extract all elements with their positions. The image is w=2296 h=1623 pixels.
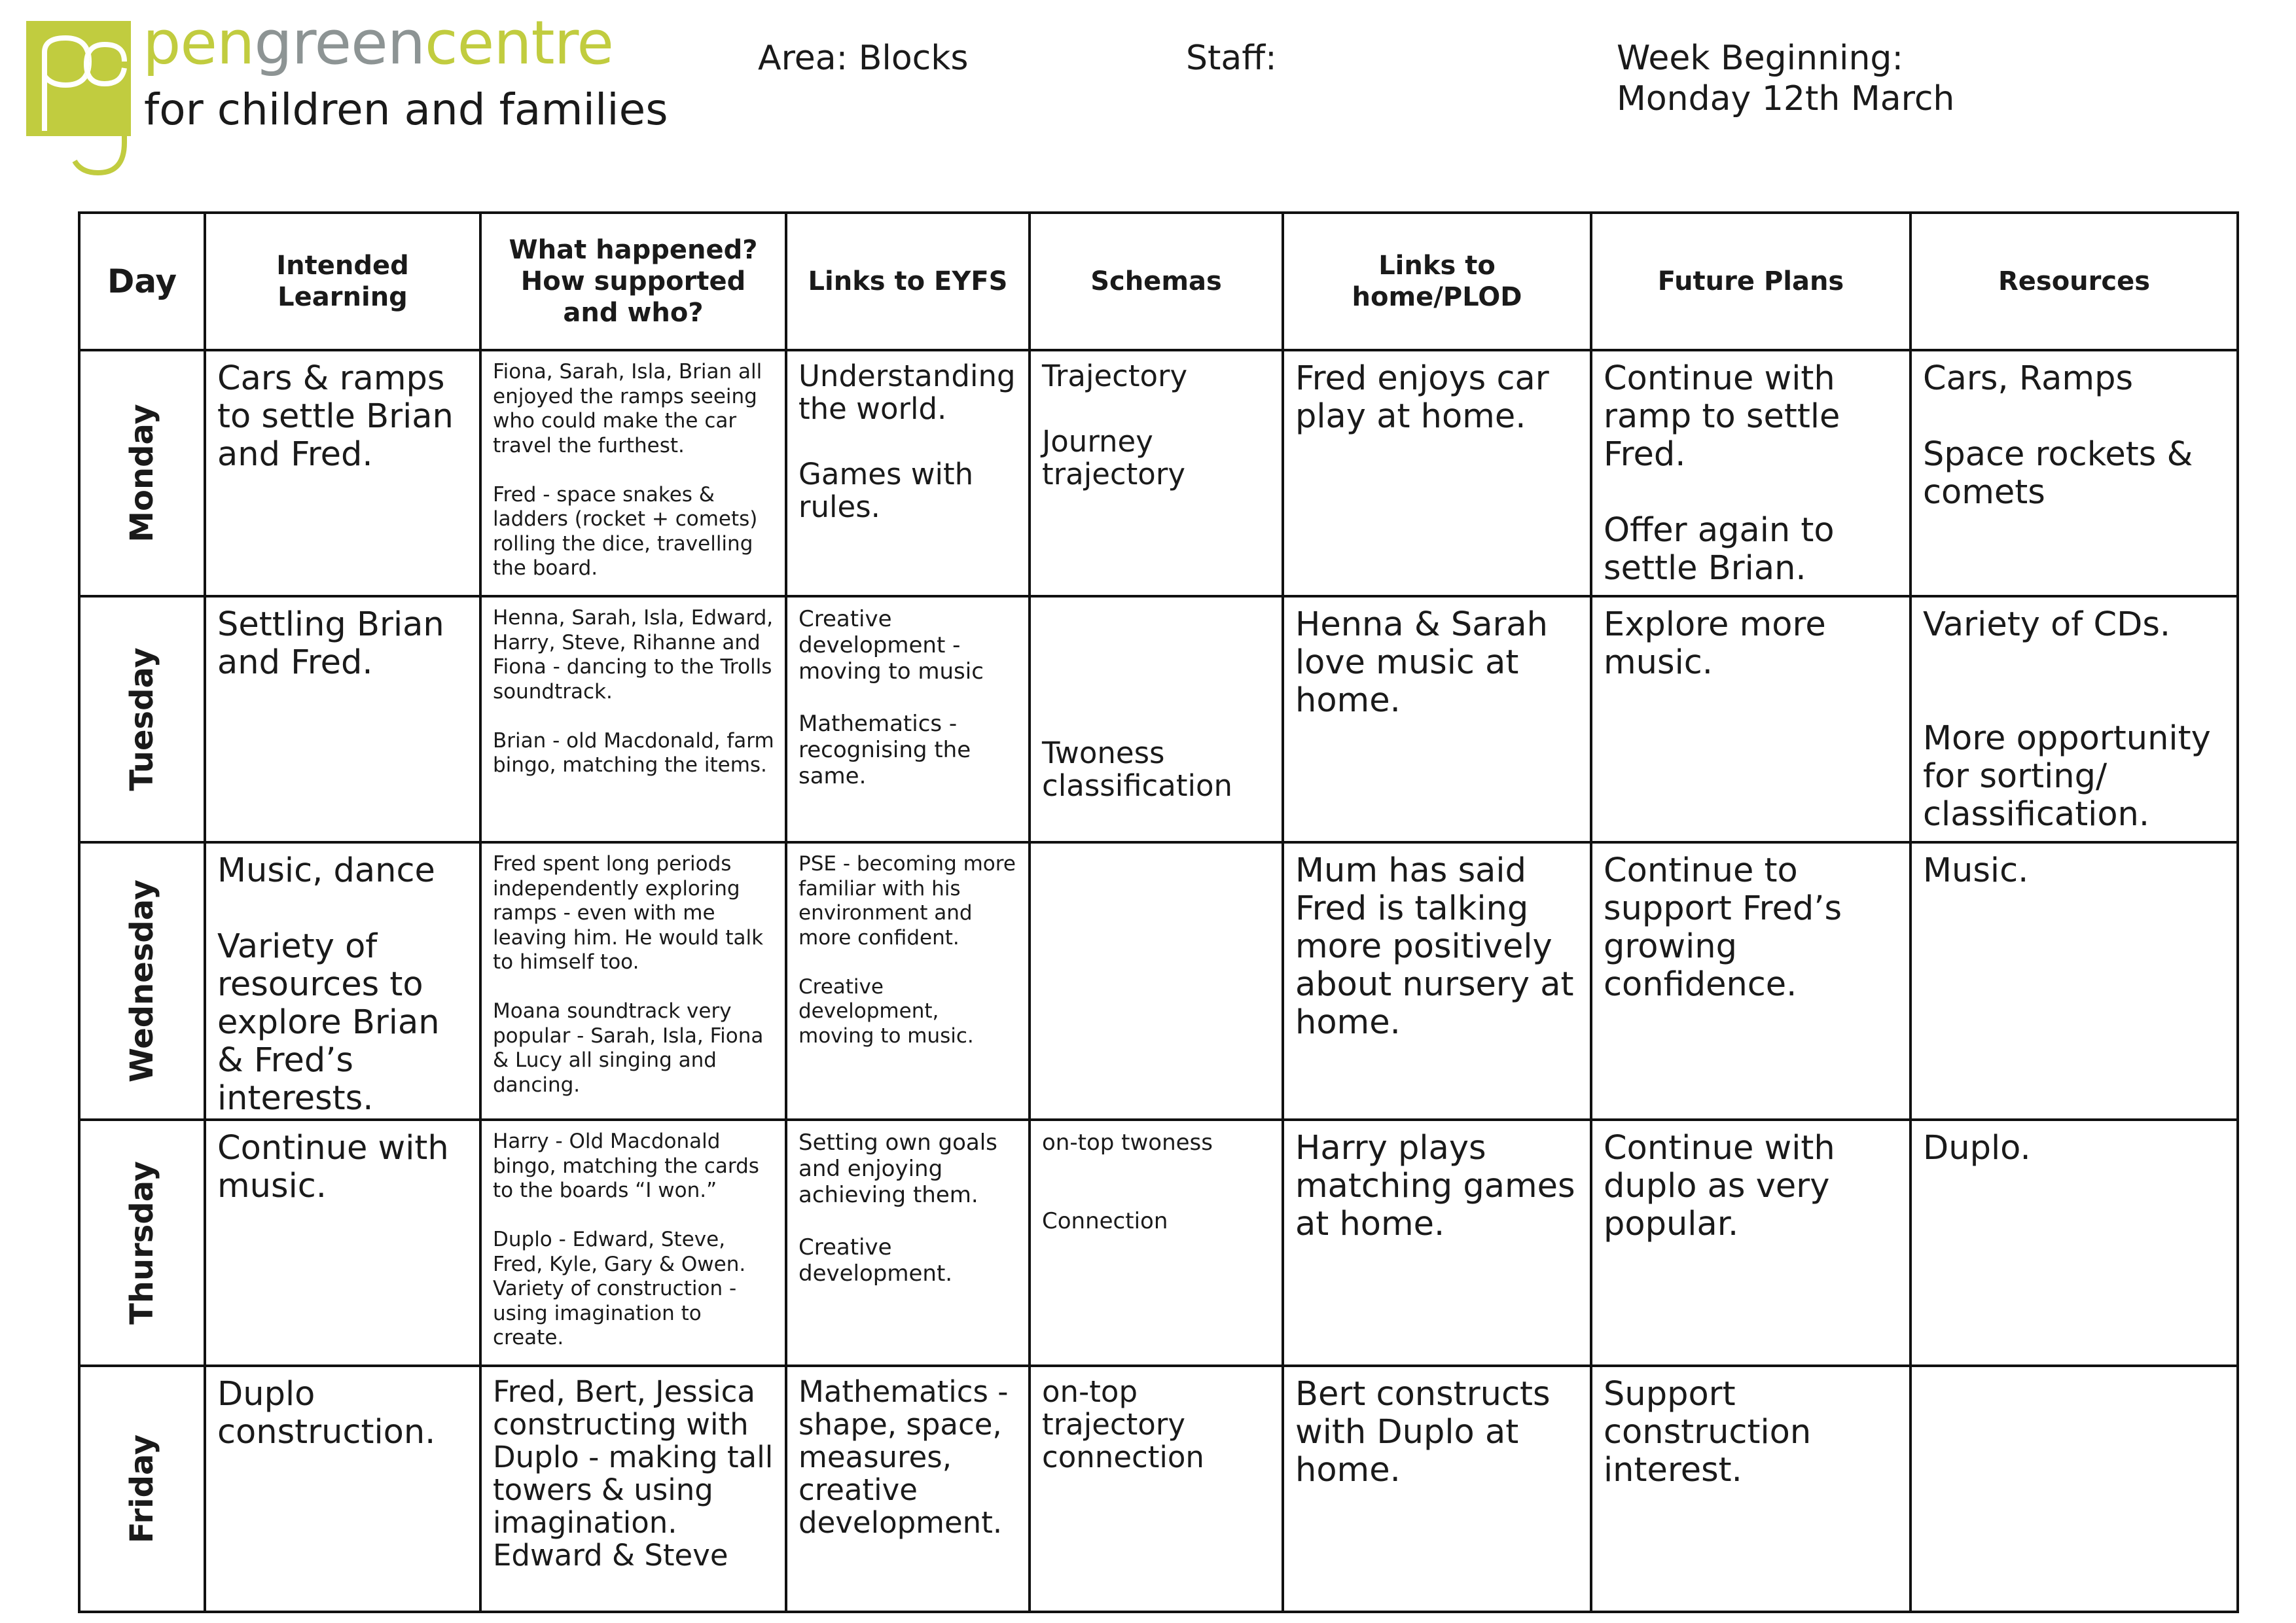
schemas-cell: [1030, 596, 1283, 842]
table-row-wednesday: [79, 842, 2238, 1120]
intended-learning-cell: [205, 1120, 480, 1366]
links-home-cell: [1283, 350, 1591, 596]
what-happened-text: Fiona, Sarah, Isla, Brian all enjoyed the ramps seeing who could make the car travel the furthest. Fred - space snakes & ladders (rocket + comets) rolling the dice, travelling the board.: [493, 360, 762, 580]
intended-learning-cell: [205, 842, 480, 1120]
area-label: Area: Blocks: [758, 39, 969, 78]
resources-text: [1912, 1368, 2236, 1376]
staff-label: Staff:: [1186, 39, 1277, 78]
intended-learning-cell: [205, 1366, 480, 1612]
future-plans-text: Explore more music.: [1604, 605, 1826, 682]
schemas-cell: [1030, 842, 1283, 1120]
future-plans-text: Support construction interest.: [1604, 1375, 1812, 1489]
resources-text: Variety of CDs. More opportunity for sorting/ classification.: [1923, 605, 2211, 834]
eyfs-cell: [786, 1120, 1030, 1366]
future-plans-cell: [1591, 1120, 1910, 1366]
what-happened-text: Fred spent long periods independently exploring ramps - even with me leaving him. He would talk to himself too. Moana soundtrack very popular - Sarah, Isla, Fiona & Lucy all singing and dancing.: [493, 852, 764, 1097]
day-label: Tuesday: [124, 647, 160, 791]
intended-learning-cell: [205, 350, 480, 596]
eyfs-cell: [786, 596, 1030, 842]
resources-text: Duplo.: [1923, 1129, 2031, 1168]
future-plans-text: Continue with ramp to settle Fred. Offer again to settle Brian.: [1604, 359, 1840, 588]
future-plans-text: Continue with duplo as very popular.: [1604, 1129, 1835, 1243]
schemas-cell: [1030, 1120, 1283, 1366]
links-home-cell: [1283, 596, 1591, 842]
header-links-to-home: Links to home/PLOD: [1283, 213, 1591, 350]
resources-cell: [1910, 596, 2238, 842]
header-resources: Resources: [1910, 213, 2238, 350]
future-plans-cell: [1591, 350, 1910, 596]
what-happened-text: Harry - Old Macdonald bingo, matching the cards to the boards “I won.” Duplo - Edward, Steve, Fred, Kyle, Gary & Owen. Variety of construction - using imagination to create.: [493, 1130, 759, 1349]
eyfs-text: PSE - becoming more familiar with his environment and more confident. Creative development, moving to music.: [798, 852, 1016, 1048]
resources-cell: [1910, 350, 2238, 596]
table-row-thursday: [79, 1120, 2238, 1366]
day-cell: [79, 596, 205, 842]
eyfs-text: Mathematics - shape, space, measures, creative development.: [798, 1374, 1009, 1540]
resources-text: Music.: [1923, 851, 2029, 890]
intended-learning-cell: [205, 596, 480, 842]
resources-cell: [1910, 1120, 2238, 1366]
intended-learning-text: Music, dance Variety of resources to explore Brian & Fred’s interests.: [217, 851, 440, 1118]
what-happened-cell: [480, 1366, 786, 1612]
future-plans-cell: [1591, 842, 1910, 1120]
links-home-text: Henna & Sarah love music at home.: [1295, 605, 1548, 720]
header-what-happened: What happened? How supported and who?: [480, 213, 786, 350]
schemas-cell: [1030, 1366, 1283, 1612]
future-plans-cell: [1591, 596, 1910, 842]
brand-pen: pen: [143, 8, 255, 78]
day-cell: [79, 1366, 205, 1612]
links-home-cell: [1283, 1366, 1591, 1612]
intended-learning-text: Settling Brian and Fred.: [217, 605, 444, 682]
what-happened-cell: [480, 1120, 786, 1366]
links-home-text: Fred enjoys car play at home.: [1295, 359, 1549, 436]
day-label: Friday: [124, 1434, 160, 1544]
links-home-text: Mum has said Fred is talking more positively about nursery at home.: [1295, 851, 1574, 1042]
schemas-text: [1031, 844, 1281, 852]
table-row-monday: [79, 350, 2238, 596]
schemas-cell: [1030, 350, 1283, 596]
resources-cell: [1910, 842, 2238, 1120]
day-cell: [79, 1120, 205, 1366]
table-row-friday: [79, 1366, 2238, 1612]
eyfs-text: Setting own goals and enjoying achieving them. Creative development.: [798, 1130, 997, 1287]
day-cell: [79, 350, 205, 596]
header-day: Day: [79, 213, 205, 350]
header-schemas: Schemas: [1030, 213, 1283, 350]
intended-learning-text: Continue with music.: [217, 1129, 449, 1205]
resources-cell: [1910, 1366, 2238, 1612]
eyfs-cell: [786, 1366, 1030, 1612]
eyfs-text: Understanding the world. Games with rules.: [798, 359, 1016, 524]
links-home-text: Bert constructs with Duplo at home.: [1295, 1375, 1551, 1489]
what-happened-text: Fred, Bert, Jessica constructing with Duplo - making tall towers & using imagination. Edward & Steve: [493, 1374, 774, 1573]
week-beginning-label: Week Beginning:: [1617, 39, 1903, 78]
future-plans-text: Continue to support Fred’s growing confidence.: [1604, 851, 1842, 1004]
brand-centre: centre: [425, 8, 613, 78]
day-cell: [79, 842, 205, 1120]
table-header-row: [79, 213, 2238, 350]
weekly-plan-table: [78, 211, 2239, 1613]
intended-learning-text: Cars & ramps to settle Brian and Fred.: [217, 359, 454, 474]
header-future-plans: Future Plans: [1591, 213, 1910, 350]
eyfs-cell: [786, 842, 1030, 1120]
day-label: Monday: [124, 404, 160, 543]
what-happened-cell: [480, 596, 786, 842]
intended-learning-text: Duplo construction.: [217, 1375, 436, 1452]
schemas-text: Twoness classification: [1042, 736, 1233, 803]
brand-green: green: [254, 8, 425, 78]
header-intended-learning: Intended Learning: [205, 213, 480, 350]
future-plans-cell: [1591, 1366, 1910, 1612]
links-home-cell: [1283, 1120, 1591, 1366]
day-label: Thursday: [124, 1161, 160, 1325]
links-home-text: Harry plays matching games at home.: [1295, 1129, 1575, 1243]
what-happened-cell: [480, 842, 786, 1120]
what-happened-text: Henna, Sarah, Isla, Edward, Harry, Steve, Rihanne and Fiona - dancing to the Trolls soundtrack. Brian - old Macdonald, farm bingo, matching the items.: [493, 606, 774, 777]
schemas-text: on-top trajectory connection: [1042, 1374, 1204, 1474]
header-links-to-eyfs: Links to EYFS: [786, 213, 1030, 350]
day-label: Wednesday: [124, 879, 160, 1083]
schemas-text: on-top twoness Connection: [1042, 1130, 1213, 1234]
week-beginning: [1617, 38, 1954, 119]
pengreen-logo-icon: [26, 21, 144, 178]
eyfs-cell: [786, 350, 1030, 596]
week-beginning-value: Monday 12th March: [1617, 79, 1955, 118]
resources-text: Cars, Ramps Space rockets & comets: [1923, 359, 2193, 512]
what-happened-cell: [480, 350, 786, 596]
links-home-cell: [1283, 842, 1591, 1120]
brand-name: [143, 8, 613, 78]
brand-tagline: for children and families: [144, 84, 668, 135]
schemas-text: Trajectory Journey trajectory: [1042, 359, 1188, 491]
eyfs-text: Creative development - moving to music Mathematics - recognising the same.: [798, 606, 984, 789]
table-row-tuesday: [79, 596, 2238, 842]
